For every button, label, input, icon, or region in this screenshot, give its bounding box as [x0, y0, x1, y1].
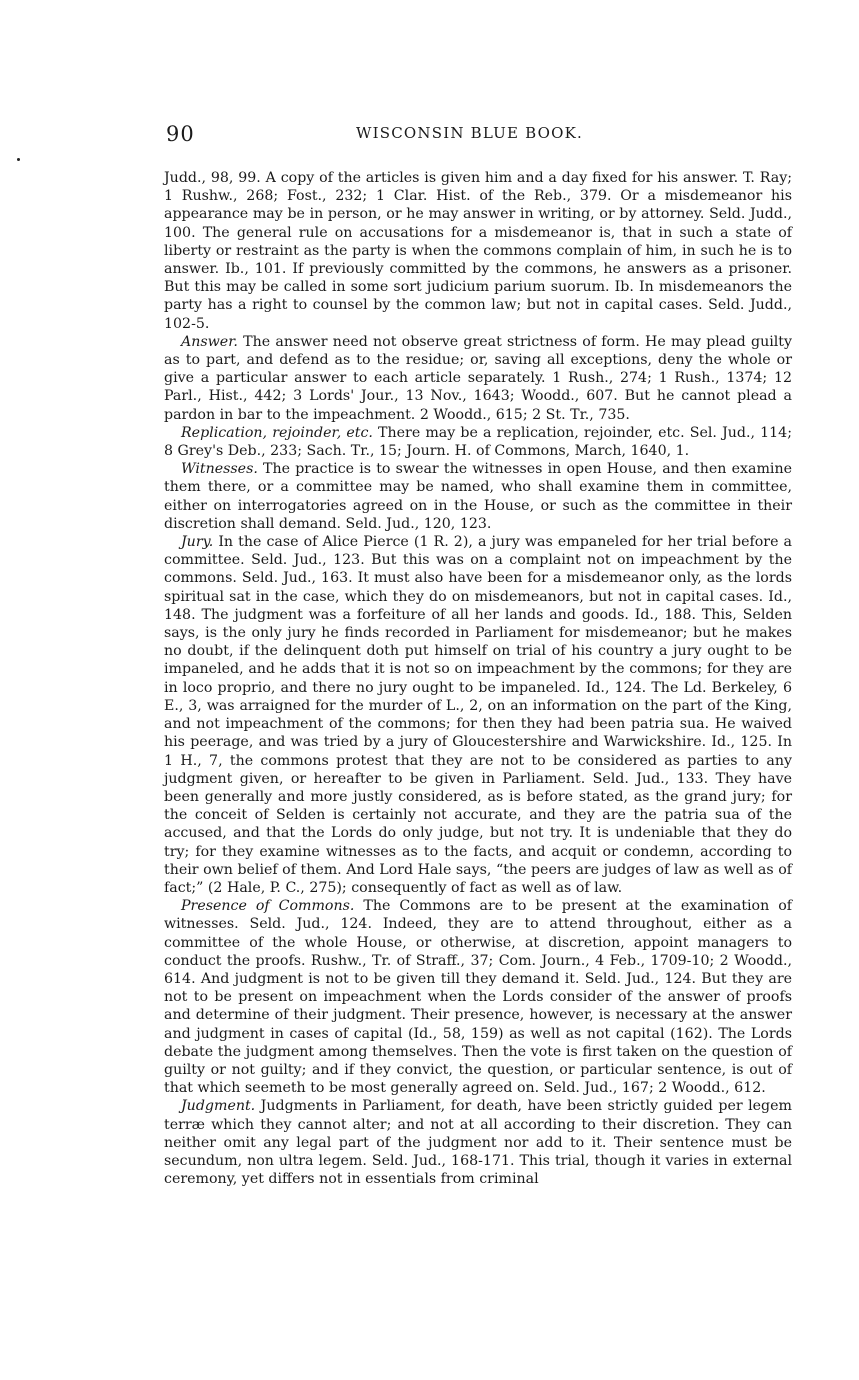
- paragraph-text: The answer need not observe great strictness of form. He may plead guilty as to part, and defend as to the residue; or, saving all exceptions, deny the whole or give a particular answer to each article separately. 1 Rush., 274; 1 Rush., 1374; 12 Parl., Hist., 442; 3 Lords' Jour., 13 Nov., 1643; Woodd., 607. But he cannot plead a pardon in bar to the impeachment. 2 Woodd., 615; 2 St. Tr., 735.: [164, 333, 792, 423]
- paragraph-heading: Presence of Commons.: [181, 898, 355, 915]
- paragraph-continuation: [164, 169, 792, 333]
- paragraph-text: In the case of Alice Pierce (1 R. 2), a jury was empaneled for her trial before a committee. Seld. Jud., 123. But this was on a complaint not on impeachment by the commons. Seld. Jud., 163. It must also have been for a misdemeanor only, as the lords spiritual sat in the case, which they do on misdemeanors, but not in capital cases. Id., 148. The judgment was a forfeiture of all her lands and goods. Id., 188. This, Selden says, is the only jury he finds recorded in Parliament for misdemeanor; but he makes no doubt, if the delinquent doth put himself on trial of his country a jury ought to be impaneled, and he adds that it is not so on impeachment by the commons; for they are in loco proprio, and there no jury ought to be impaneled. Id., 124. The Ld. Berkeley, 6 E., 3, was arraigned for the murder of L., 2, on an information on the part of the King, and not impeachment of the commons; for then they had been patria sua. He waived his peerage, and was tried by a jury of Gloucestershire and Warwickshire. Id., 125. In 1 H., 7, the commons protest that they are not to be considered as parties to any judgment given, or hereafter to be given in Parliament. Seld. Jud., 133. They have been generally and more justly considered, as is before stated, as the grand jury; for the conceit of Selden is certainly not accurate, and they are the patria sua of the accused, and that the Lords do only judge, but not try. It is undeniable that they do try; for they examine witnesses as to the facts, and acquit or condemn, according to their own belief of them. And Lord Hale says, “the peers are judges of law as well as of fact;” (2 Hale, P. C., 275); consequently of fact as well as of law.: [164, 534, 792, 896]
- page-header: [166, 122, 792, 150]
- running-title: WISCONSIN BLUE BOOK.: [356, 124, 584, 142]
- paragraph-heading: Replication, rejoinder, etc.: [181, 424, 373, 441]
- paragraph-replication: [164, 424, 792, 460]
- scan-speck: [17, 158, 20, 161]
- page-number: 90: [166, 122, 195, 146]
- paragraph-heading: Jury.: [181, 534, 214, 551]
- paragraph-witnesses: [164, 460, 792, 533]
- paragraph-text: Judd., 98, 99. A copy of the articles is given him and a day fixed for his answer. T. Ray; 1 Rushw., 268; Fost., 232; 1 Clar. Hist. of the Reb., 379. Or a misdemeanor his appearance may be in person, or he may answer in writing, or by attorney. Seld. Judd., 100. The general rule on accusations for a misdemeanor is, that in such a state of liberty or restraint as the party is when the commons complain of him, in such he is to answer. Ib., 101. If previously committed by the commons, he answers as a prisoner. But this may be called in some sort judicium parium suorum. Ib. In misdemeanors the party has a right to counsel by the common law; but not in capital cases. Seld. Judd., 102-5.: [164, 170, 792, 332]
- paragraph-text: The Commons are to be present at the examination of witnesses. Seld. Jud., 124. Indeed, they are to attend throughout, either as a committee of the whole House, or otherwise, at discretion, appoint managers to conduct the proofs. Rushw., Tr. of Straff., 37; Com. Journ., 4 Feb., 1709-10; 2 Woodd., 614. And judgment is not to be given till they demand it. Seld. Jud., 124. But they are not to be present on impeachment when the Lords consider of the answer of proofs and determine of their judgment. Their presence, however, is necessary at the answer and judgment in cases of capital (Id., 58, 159) as well as not capital (162). The Lords debate the judgment among themselves. Then the vote is first taken on the question of guilty or not guilty; and if they convict, the question, or particular sentence, is out of that which seemeth to be most generally agreed on. Seld. Jud., 167; 2 Woodd., 612.: [164, 898, 792, 1097]
- paragraph-heading: Answer.: [181, 333, 238, 350]
- paragraph-judgment: [164, 1097, 792, 1188]
- paragraph-text: Judgments in Parliament, for death, have been strictly guided per legem terræ which they cannot alter; and not at all according to their discretion. They can neither omit any legal part of the judgment nor add to it. Their sentence must be secundum, non ultra legem. Seld. Jud., 168-171. This trial, though it varies in external ceremony, yet differs not in essentials from criminal: [164, 1098, 792, 1188]
- body-text: [164, 169, 792, 1188]
- paragraph-heading: Witnesses.: [181, 461, 258, 478]
- paragraph-text: There may be a replication, rejoinder, etc. Sel. Jud., 114; 8 Grey's Deb., 233; Sach. Tr., 15; Journ. H. of Commons, March, 1640, 1.: [164, 424, 792, 460]
- paragraph-jury: [164, 533, 792, 897]
- paragraph-text: The practice is to swear the witnesses in open House, and then examine them there, or a committee may be named, who shall examine them in committee, either on interrogatories agreed on in the House, or such as the committee in their discretion shall demand. Seld. Jud., 120, 123.: [164, 461, 792, 532]
- paragraph-presence-of-commons: [164, 897, 792, 1097]
- paragraph-heading: Judgment.: [181, 1098, 256, 1115]
- paragraph-answer: [164, 333, 792, 424]
